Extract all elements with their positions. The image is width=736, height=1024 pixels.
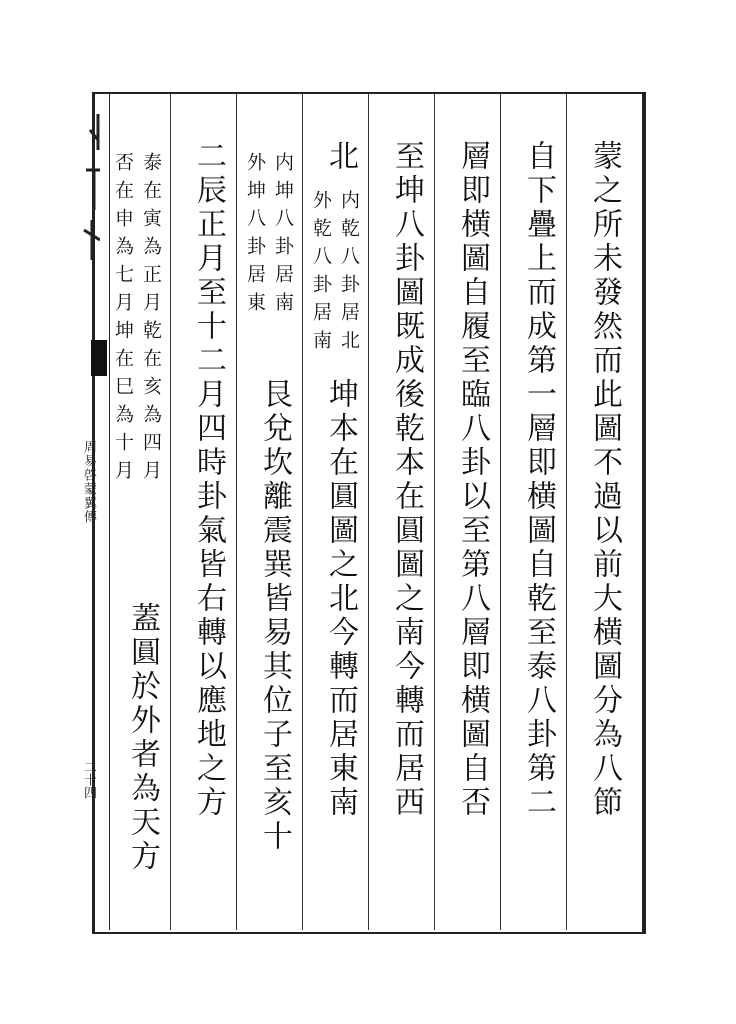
- column-rule: [566, 94, 567, 930]
- note-inner-qian: 内乾八卦居北: [338, 190, 360, 358]
- column-rule: [434, 94, 435, 930]
- text-column-6-tail: 艮兌坎離震巽皆易其位子至亥十: [257, 378, 292, 854]
- note-tai-qian: 泰在寅為正月乾在亥為四月: [140, 152, 162, 488]
- column-rule: [500, 94, 501, 930]
- fold-top-marks: [60, 110, 100, 270]
- note-pi-kun: 否在申為七月坤在巳為十月: [112, 152, 134, 488]
- column-rule: [368, 94, 369, 930]
- text-column-8-tail: 蓋圓於外者為天方: [125, 602, 160, 874]
- text-column-1: 蒙之所未發然而此圖不過以前大横圖分為八節: [587, 140, 622, 820]
- text-column-5-tail: 坤本在圓圖之北今轉而居東南: [323, 378, 358, 820]
- book-title-margin: 周易啓蒙翼傳: [81, 440, 96, 524]
- text-column-3: 層即横圖自履至臨八卦以至第八層即横圖自否: [455, 140, 490, 820]
- text-column-2: 自下疊上而成第一層即横圖自乾至泰八卦第二: [521, 140, 556, 820]
- page-frame: [92, 92, 646, 934]
- text-column-4: 至坤八卦圖既成後乾本在圓圖之南今轉而居西: [389, 140, 424, 820]
- fish-tail-mark: [91, 340, 107, 376]
- note-outer-qian: 外乾八卦居南: [310, 190, 332, 358]
- note-outer-kun: 外坤八卦居東: [244, 152, 266, 320]
- leaf-number: 二十四: [81, 760, 96, 799]
- text-column-5-head: 北: [323, 140, 358, 174]
- column-rule: [302, 94, 303, 930]
- column-rule: [170, 94, 171, 930]
- note-inner-kun: 内坤八卦居南: [272, 152, 294, 320]
- column-rule: [236, 94, 237, 930]
- text-column-7: 二辰正月至十二月四時卦氣皆右轉以應地之方: [191, 140, 226, 820]
